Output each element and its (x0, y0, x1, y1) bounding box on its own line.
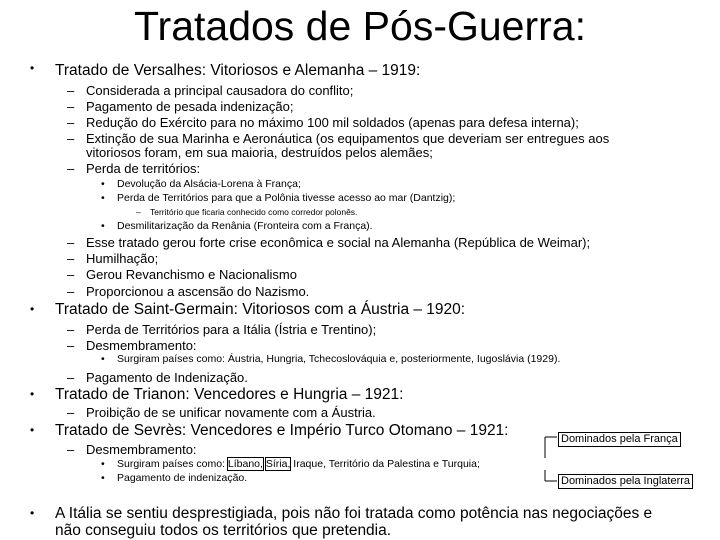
saint-germain-heading: Tratado de Saint-Germain: Vitoriosos com a Áustria – 1920: (55, 301, 466, 318)
trianon-heading: Tratado de Trianon: Vencedores e Hungria – 1921: (55, 386, 404, 403)
versalhes-item: Pagamento de pesada indenização; (86, 99, 294, 114)
sevres-indemnity: Pagamento de indenização. (117, 472, 248, 484)
bullet-icon: • (101, 192, 105, 204)
italy-line-2: não conseguiu todos os territórios que pretendia. (55, 522, 392, 539)
dash-icon: – (67, 235, 75, 250)
dash-icon: – (67, 442, 75, 457)
saint-germain-sub: Surgiram países como: Áustria, Hungria, Tchecoslováquia e, posteriormente, Iugoslávia (1929). (117, 353, 561, 365)
corridor-note: Território que ficaria conhecido como corredor polonês. (150, 207, 358, 217)
versalhes-item: Extinção de sua Marinha e Aeronáutica (os equipamentos que deveriam ser entregues aos (86, 131, 610, 146)
consequence-item: Proporcionou a ascensão do Nazismo. (86, 284, 310, 299)
page-title: Tratados de Pós-Guerra: (134, 3, 586, 49)
sevres-sub-prefix: Surgiram países como: (117, 458, 225, 470)
bullet-icon: • (30, 61, 35, 75)
versalhes-item: Redução do Exército para no máximo 100 mil soldados (apenas para defesa interna); (86, 115, 579, 130)
italy-line-1: A Itália se sentiu desprestigiada, pois não foi tratada como potência nas negociações e (55, 505, 653, 522)
box-france: Dominados pela França (558, 432, 681, 447)
consequence-item: Esse tratado gerou forte crise econômica e social na Alemanha (República de Weimar); (86, 235, 591, 250)
dash-icon: – (67, 267, 75, 282)
trianon-item: Proibição de se unificar novamente com a Áustria. (86, 405, 376, 420)
bullet-icon: • (101, 178, 105, 190)
bullet-icon: • (101, 353, 105, 365)
lebanon-label: Líbano, (227, 458, 263, 470)
dash-icon: – (67, 251, 75, 266)
dash-icon: – (67, 131, 75, 146)
bullet-icon: • (101, 458, 105, 470)
syria-label: Síria, (265, 458, 291, 470)
dash-icon: – (136, 207, 141, 217)
territory-item: Devolução da Alsácia-Lorena à França; (117, 178, 301, 190)
dash-icon: – (67, 161, 75, 176)
demilitarization-item: Desmilitarização da Renânia (Fronteira com a França). (117, 220, 373, 232)
bullet-icon: • (101, 472, 105, 484)
territory-item: Perda de Territórios para que a Polônia tivesse acesso ao mar (Dantzig); (117, 192, 456, 204)
saint-germain-item: Desmembramento: (86, 338, 197, 353)
versalhes-heading: Tratado de Versalhes: Vitoriosos e Alemanha – 1919: (55, 62, 421, 79)
dash-icon: – (67, 115, 75, 130)
sevres-sub (117, 459, 480, 470)
bullet-icon: • (30, 423, 35, 437)
dash-icon: – (67, 338, 75, 353)
sevres-heading: Tratado de Sevrès: Vencedores e Império Turco Otomano – 1921: (55, 422, 509, 439)
dash-icon: – (67, 99, 75, 114)
box-england: Dominados pela Inglaterra (558, 474, 693, 489)
dash-icon: – (67, 322, 75, 337)
dash-icon: – (67, 83, 75, 98)
versalhes-item: Perda de territórios: (86, 161, 201, 176)
sevres-sub-suffix: Iraque, Território da Palestina e Turquia; (293, 458, 480, 470)
consequence-item: Gerou Revanchismo e Nacionalismo (86, 267, 297, 282)
bullet-icon: • (30, 302, 35, 316)
dash-icon: – (67, 284, 75, 299)
versalhes-item-continued: vitoriosos foram, em sua maioria, destruídos pelos alemães; (86, 145, 433, 160)
bullet-icon: • (30, 506, 35, 520)
saint-germain-item: Perda de Territórios para a Itália (Ístria e Trentino); (86, 322, 377, 337)
dash-icon: – (67, 370, 75, 385)
bullet-icon: • (101, 220, 105, 232)
bullet-icon: • (30, 387, 35, 401)
consequence-item: Humilhação; (86, 251, 159, 266)
versalhes-item: Considerada a principal causadora do conflito; (86, 83, 354, 98)
saint-germain-indemnity: Pagamento de Indenização. (86, 370, 248, 385)
dash-icon: – (67, 405, 75, 420)
sevres-item: Desmembramento: (86, 442, 197, 457)
